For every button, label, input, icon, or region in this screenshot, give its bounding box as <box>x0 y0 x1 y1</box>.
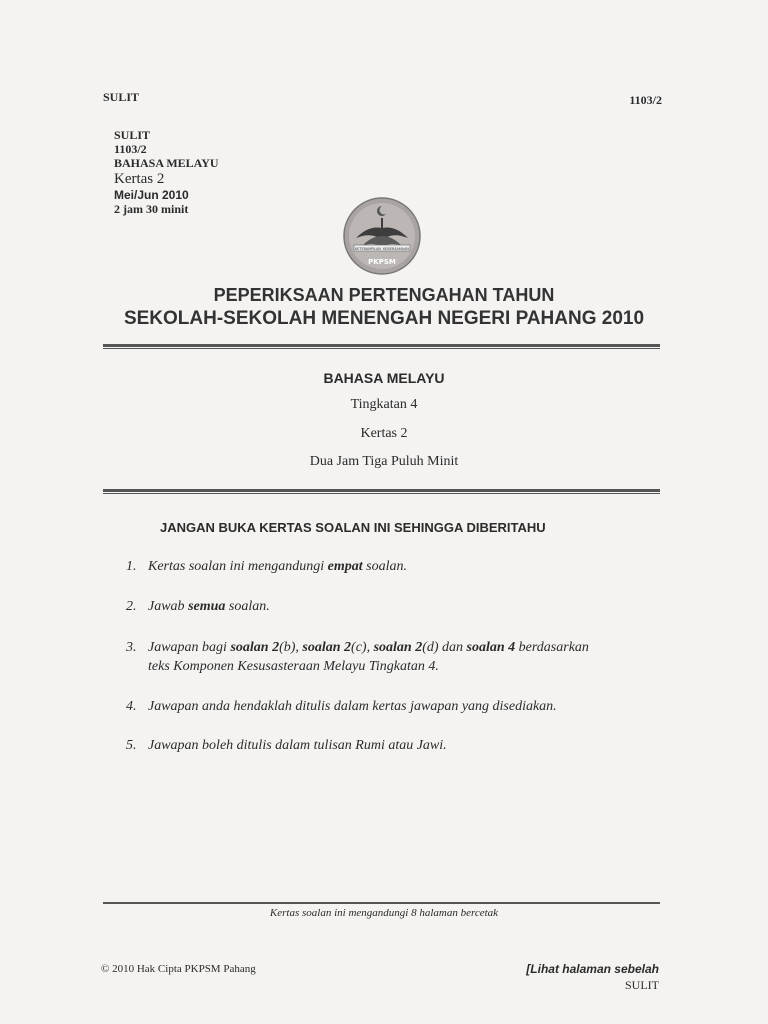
header-sulit: SULIT <box>103 90 140 104</box>
subject-paper: Kertas 2 <box>360 426 408 441</box>
divider-top-thin <box>103 348 660 349</box>
instruction-emphasis: soalan 2 <box>373 640 423 655</box>
logo-caption: PKPSM <box>368 258 396 266</box>
divider-bottom <box>103 902 660 904</box>
meta-paper: Kertas 2 <box>114 171 165 187</box>
subject-name: BAHASA MELAYU <box>323 370 445 386</box>
meta-subject: BAHASA MELAYU <box>114 156 219 170</box>
instruction-item <box>126 557 656 576</box>
instruction-text: (c), <box>351 640 374 655</box>
footer-sulit: SULIT <box>625 978 659 992</box>
instruction-text: soalan. <box>225 599 270 614</box>
see-next-page: [Lihat halaman sebelah <box>526 962 659 976</box>
meta-date: Mei/Jun 2010 <box>114 188 189 202</box>
instruction-number: 1. <box>126 559 137 574</box>
instruction-item <box>126 597 656 616</box>
instruction-text: soalan. <box>362 559 408 574</box>
meta-sulit: SULIT <box>114 128 151 142</box>
instruction-emphasis: soalan 2 <box>230 640 280 655</box>
logo-banner-right: KEBERSAMAAN <box>383 247 409 251</box>
instruction-item <box>126 638 656 676</box>
instruction-text: (d) dan <box>422 640 467 655</box>
instruction-item <box>126 736 656 755</box>
instruction-number: 2. <box>126 599 137 614</box>
instruction-emphasis: soalan 4 <box>466 640 516 655</box>
instruction-number: 3. <box>126 640 137 655</box>
header-paper-code: 1103/2 <box>629 93 662 107</box>
instruction-text: berdasarkan <box>515 640 589 655</box>
copyright: © 2010 Hak Cipta PKPSM Pahang <box>101 963 256 975</box>
pkpsm-logo-icon <box>342 196 422 276</box>
subject-duration: Dua Jam Tiga Puluh Minit <box>309 454 459 469</box>
instruction-text: Jawab <box>148 599 189 614</box>
meta-code: 1103/2 <box>114 142 147 156</box>
instruction-emphasis: empat <box>327 559 363 574</box>
instruction-text: Jawapan bagi <box>148 640 231 655</box>
divider-middle-thin <box>103 493 660 494</box>
exam-title-line2: SEKOLAH-SEKOLAH MENENGAH NEGERI PAHANG 2010 <box>123 308 645 329</box>
paper-meta-block <box>114 128 219 216</box>
page-count-note: Kertas soalan ini mengandungi 8 halaman bercetak <box>269 907 499 919</box>
exam-title-line1: PEPERIKSAAN PERTENGAHAN TAHUN <box>213 285 555 305</box>
instruction-number: 5. <box>126 738 137 753</box>
instruction-number: 4. <box>126 699 137 714</box>
instruction-text: Jawapan anda hendaklah ditulis dalam kertas jawapan yang disediakan. <box>148 699 557 714</box>
instruction-emphasis: soalan 2 <box>302 640 352 655</box>
meta-duration: 2 jam 30 minit <box>114 202 189 216</box>
instruction-text: (b), <box>279 640 303 655</box>
instruction-text: teks Komponen Kesusasteraan Melayu Tingkatan 4. <box>148 659 439 674</box>
logo-banner-left: KETERAMPILAN <box>355 247 381 251</box>
instruction-text: Jawapan boleh ditulis dalam tulisan Rumi atau Jawi. <box>148 738 447 753</box>
divider-top <box>103 344 660 347</box>
do-not-open-warning: JANGAN BUKA KERTAS SOALAN INI SEHINGGA DIBERITAHU <box>160 520 546 535</box>
instruction-text: Kertas soalan ini mengandungi <box>148 559 328 574</box>
instruction-item <box>126 697 656 716</box>
divider-middle <box>103 489 660 492</box>
subject-form: Tingkatan 4 <box>350 397 418 412</box>
instruction-emphasis: semua <box>188 599 226 614</box>
